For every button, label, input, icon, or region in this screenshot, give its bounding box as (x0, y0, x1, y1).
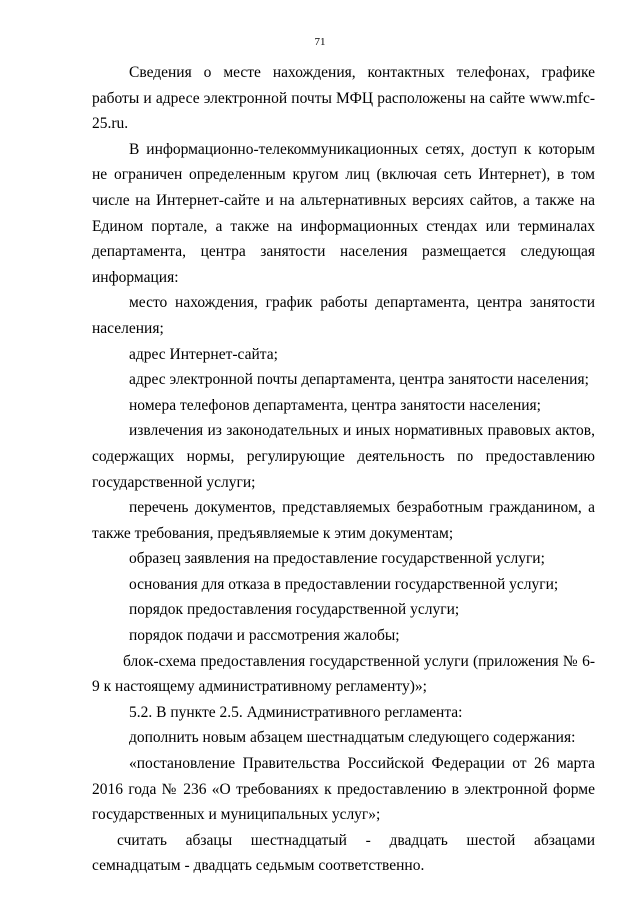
list-item-documents-list: перечень документов, представляемых безработным гражданином, а также требования, предъявляемые к этим документам; (92, 499, 595, 542)
list-item-service-procedure: порядок предоставления государственной услуги; (129, 601, 460, 619)
paragraph-mfc-info: Сведения о месте нахождения, контактных телефонах, графике работы и адресе электронной почты МФЦ расположены на сайте www.mfc-25.ru. (92, 64, 595, 133)
list-item-complaint-procedure: порядок подачи и рассмотрения жалобы; (129, 627, 400, 645)
list-item-website-address: адрес Интернет-сайта; (129, 345, 278, 363)
page-number: 71 (314, 36, 326, 48)
list-item-email-address: адрес электронной почты департамента, центра занятости населения; (129, 371, 589, 389)
list-item-refusal-grounds: основания для отказа в предоставлении государственной услуги; (129, 575, 559, 593)
list-item-application-sample: образец заявления на предоставление государственной услуги; (129, 550, 545, 568)
paragraph-add-sixteenth: дополнить новым абзацем шестнадцатым следующего содержания: (129, 729, 576, 747)
paragraph-information-networks: В информационно-телекоммуникационных сетях, доступ к которым не ограничен определенным кругом лиц (включая сеть Интернет), в том числе на Интернет-сайте и на альтернативных версиях сайтов, а также на Едином портале, а также на информационных стендах или терминалах департамента, центра занятости населения размещается следующая информация: (92, 140, 595, 286)
list-item-location-schedule: место нахождения, график работы департамента, центра занятости населения; (92, 294, 595, 337)
document-body (92, 60, 595, 879)
paragraph-renumbering: считать абзацы шестнадцатый - двадцать шестой абзацами семнадцатым - двадцать седьмым соответственно. (92, 831, 595, 875)
paragraph-government-decree: «постановление Правительства Российской Федерации от 26 марта 2016 года № 236 «О требованиях к предоставлению в электронной форме государственных и муниципальных услуг»; (92, 755, 595, 824)
paragraph-section-5-2: 5.2. В пункте 2.5. Административного регламента: (129, 703, 463, 721)
list-item-phone-numbers: номера телефонов департамента, центра занятости населения; (129, 396, 541, 414)
list-item-legal-extracts: извлечения из законодательных и иных нормативных правовых актов, содержащих нормы, регулирующие деятельность по предоставлению государственной услуги; (92, 422, 595, 491)
list-item-flowchart: блок-схема предоставления государственной услуги (приложения № 6-9 к настоящему административному регламенту)»; (92, 652, 595, 696)
